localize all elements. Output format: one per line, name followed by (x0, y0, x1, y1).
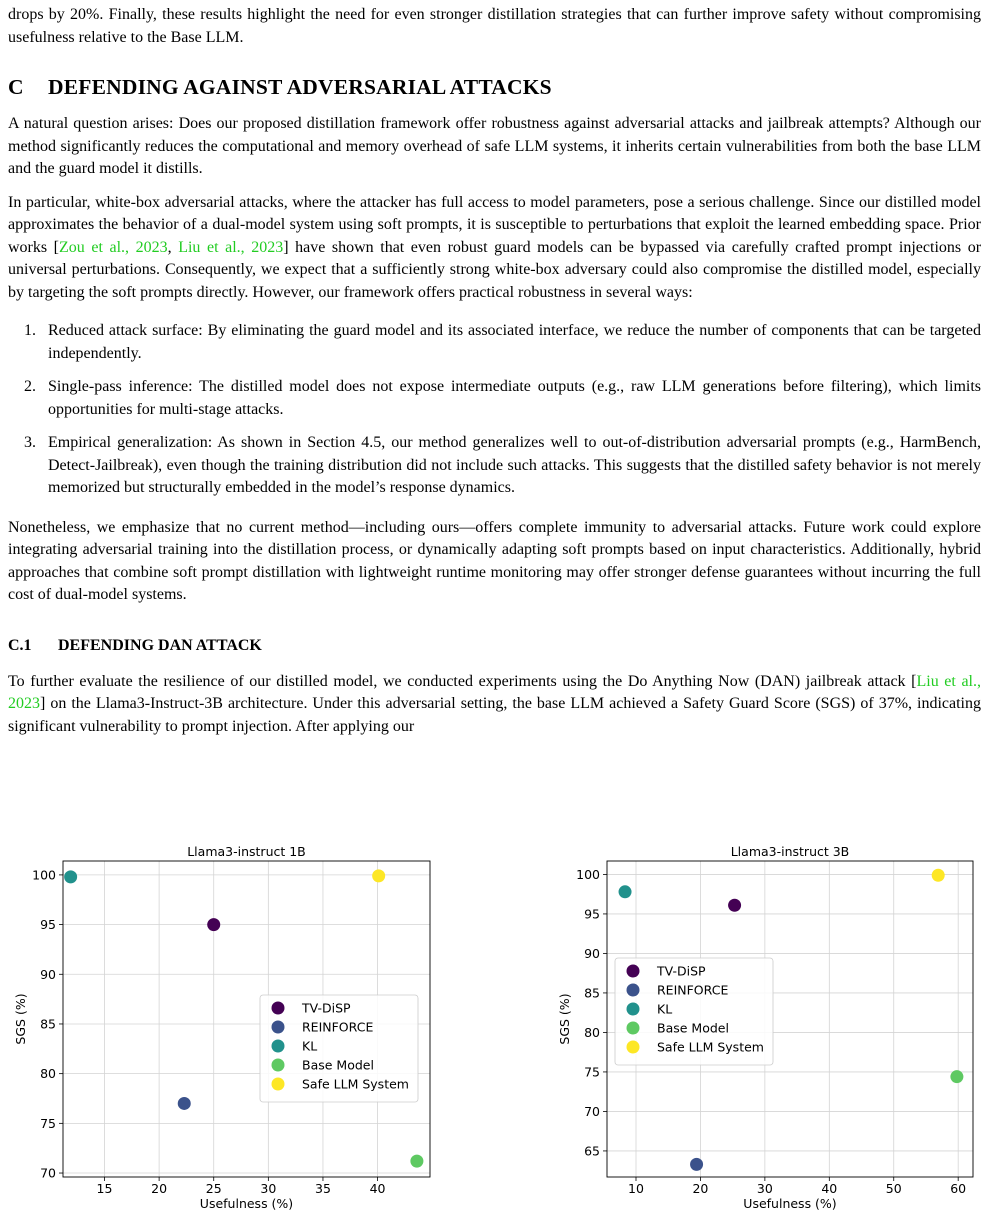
y-tick-label: 90 (584, 945, 600, 961)
y-axis-label: SGS (%) (557, 993, 572, 1045)
list-item (8, 432, 981, 500)
x-tick-label: 25 (205, 1181, 222, 1196)
data-point (207, 918, 220, 931)
list-text: Empirical generalization: As shown in Section 4.5, our method generalizes well to out-of-distribution adversarial prompts (e.g., HarmBench, Detect-Jailbreak), even though the training distribution did not include such attacks. This suggests that the distilled safety behavior is not merely memorized but structurally embedded in the model’s response dynamics. (48, 434, 981, 496)
x-axis-label: Usefulness (%) (743, 1196, 837, 1211)
x-tick-label: 40 (369, 1181, 386, 1196)
x-tick-label: 30 (756, 1181, 773, 1196)
y-tick-label: 95 (584, 906, 600, 922)
chart-llama3-1b (13, 844, 430, 1211)
y-tick-label: 85 (40, 1016, 56, 1032)
text-run: ] have shown that even robust guard models can be bypassed via carefully crafted prompt injections or universal perturbations. Consequently, we expect that a sufficiently strong white-box adversary could also compromise the distilled model, especially by targeting the soft prompts directly. However, our framework offers practical robustness in several ways: (8, 238, 982, 301)
data-point (728, 899, 741, 912)
x-tick-label: 60 (950, 1181, 967, 1196)
x-tick-label: 40 (821, 1181, 838, 1196)
legend-marker (272, 1021, 285, 1034)
citation-separator: , (977, 672, 982, 690)
chart-llama3-3b (557, 844, 973, 1211)
citation-separator: , (240, 238, 252, 256)
legend-marker (627, 1041, 640, 1054)
chart-title: Llama3-instruct 1B (187, 844, 306, 859)
y-axis-label: SGS (%) (13, 993, 28, 1045)
citation-link[interactable] (59, 239, 168, 256)
subsection-title: DEFENDING DAN ATTACK (58, 636, 262, 654)
citation-author: Liu et al. (178, 238, 241, 256)
legend-label: REINFORCE (657, 982, 729, 998)
data-point (178, 1097, 191, 1110)
x-tick-label: 20 (151, 1181, 168, 1196)
legend-label: REINFORCE (302, 1019, 374, 1035)
legend-marker (272, 1002, 285, 1015)
legend-label: KL (302, 1038, 318, 1054)
legend-label: TV-DiSP (302, 1000, 351, 1016)
paragraph-intro: A natural question arises: Does our proposed distillation framework offer robustness against adversarial attacks and jailbreak attempts? Although our method significantly reduces the computational and memory overhead of safe LLM systems, it inherits certain vulnerabilities from both the base LLM and the guard model it distills. (8, 115, 981, 177)
data-point (372, 869, 385, 882)
list-item (8, 376, 981, 421)
y-tick-label: 70 (40, 1165, 56, 1181)
figure-scatter-plots (0, 838, 989, 1215)
section-title: DEFENDING AGAINST ADVERSARIAL ATTACKS (48, 75, 552, 99)
y-tick-label: 100 (32, 867, 56, 883)
legend-marker (627, 984, 640, 997)
y-tick-label: 75 (40, 1115, 56, 1131)
x-tick-label: 30 (260, 1181, 277, 1196)
x-tick-label: 35 (315, 1181, 331, 1196)
text-run: In particular, white-box adversarial attacks, where the attacker has full access to model parameters, pose a serious challenge. Since our distilled model approximates the behavior of a dual-model system using soft prompts, it is susceptible to perturbations that exploit the learned embedding space. Prior works [ (8, 193, 981, 256)
y-tick-label: 80 (40, 1066, 56, 1082)
citation-author: Zou et al. (59, 238, 126, 256)
section-heading (8, 72, 981, 102)
legend-marker (627, 1022, 640, 1035)
citation-link[interactable] (178, 239, 283, 256)
paragraph-continuation: drops by 20%. Finally, these results highlight the need for even stronger distillation strategies that can further improve safety without compromising usefulness relative to the Base LLM. (8, 6, 981, 46)
list-text: Single-pass inference: The distilled model does not expose intermediate outputs (e.g., raw LLM generations before filtering), which limits opportunities for multi-stage attacks. (48, 378, 981, 418)
y-tick-label: 100 (576, 866, 600, 882)
x-tick-label: 20 (692, 1181, 709, 1196)
text-run: ] on the Llama3-Instruct-3B architecture. Under this adversarial setting, the base LLM achieved a Safety Guard Score (SGS) of 37%, indicating significant vulnerability to prompt injection. After applying our (8, 695, 981, 735)
robustness-list (8, 320, 981, 500)
x-tick-label: 15 (96, 1181, 113, 1196)
legend-label: Safe LLM System (657, 1039, 764, 1055)
y-tick-label: 85 (584, 985, 600, 1001)
x-axis-label: Usefulness (%) (199, 1196, 294, 1211)
list-item (8, 320, 981, 365)
data-point (619, 885, 632, 898)
legend-marker (272, 1078, 285, 1091)
legend-label: KL (657, 1001, 673, 1017)
legend-marker (627, 1003, 640, 1016)
y-tick-label: 65 (584, 1143, 600, 1159)
y-tick-label: 95 (40, 917, 56, 933)
list-number: 2. (24, 378, 36, 395)
legend-marker (272, 1040, 285, 1053)
y-tick-label: 75 (584, 1064, 600, 1080)
paragraph-whitebox (8, 192, 981, 305)
citation-year: 2023 (251, 238, 284, 256)
paragraph-dan (8, 671, 981, 739)
legend-label: TV-DiSP (657, 963, 706, 979)
section-number: C (8, 75, 24, 99)
text-run: To further evaluate the resilience of our distilled model, we conducted experiments using the Do Anything Now (DAN) jailbreak attack [ (8, 672, 917, 690)
legend-marker (272, 1059, 285, 1072)
citation-year: 2023 (8, 695, 40, 712)
legend-label: Base Model (657, 1020, 729, 1036)
citation-separator: , (125, 238, 136, 256)
data-point (690, 1158, 703, 1171)
legend-marker (627, 965, 640, 978)
data-point (950, 1070, 963, 1083)
y-tick-label: 80 (584, 1024, 600, 1040)
subsection-heading (8, 635, 981, 657)
legend-label: Safe LLM System (302, 1076, 409, 1092)
paper-page (8, 0, 981, 738)
chart-title: Llama3-instruct 3B (730, 844, 850, 859)
subsection-number: C.1 (8, 636, 32, 654)
list-number: 3. (24, 434, 36, 451)
legend-label: Base Model (302, 1057, 374, 1073)
list-text: Reduced attack surface: By eliminating the guard model and its associated interface, we reduce the number of components that can be targeted independently. (48, 322, 981, 362)
y-tick-label: 90 (40, 966, 56, 982)
x-tick-label: 50 (885, 1181, 902, 1196)
paragraph-conclusion: Nonetheless, we emphasize that no current method—including ours—offers complete immunity to adversarial attacks. Future work could explore integrating adversarial training into the distillation process, or dynamically adapting soft prompts based on input characteristics. Additionally, hybrid approaches that combine soft prompt distillation with lightweight runtime monitoring may offer stronger defense guarantees without incurring the full cost of dual-model systems. (8, 518, 981, 603)
list-number: 1. (24, 322, 36, 339)
y-tick-label: 70 (584, 1103, 600, 1119)
data-point (410, 1155, 423, 1168)
x-tick-label: 10 (628, 1181, 644, 1196)
data-point (64, 870, 77, 883)
data-point (932, 869, 945, 882)
text-run: , (167, 238, 179, 256)
citation-year: 2023 (135, 238, 168, 256)
citation-author: Liu et al. (916, 672, 978, 690)
